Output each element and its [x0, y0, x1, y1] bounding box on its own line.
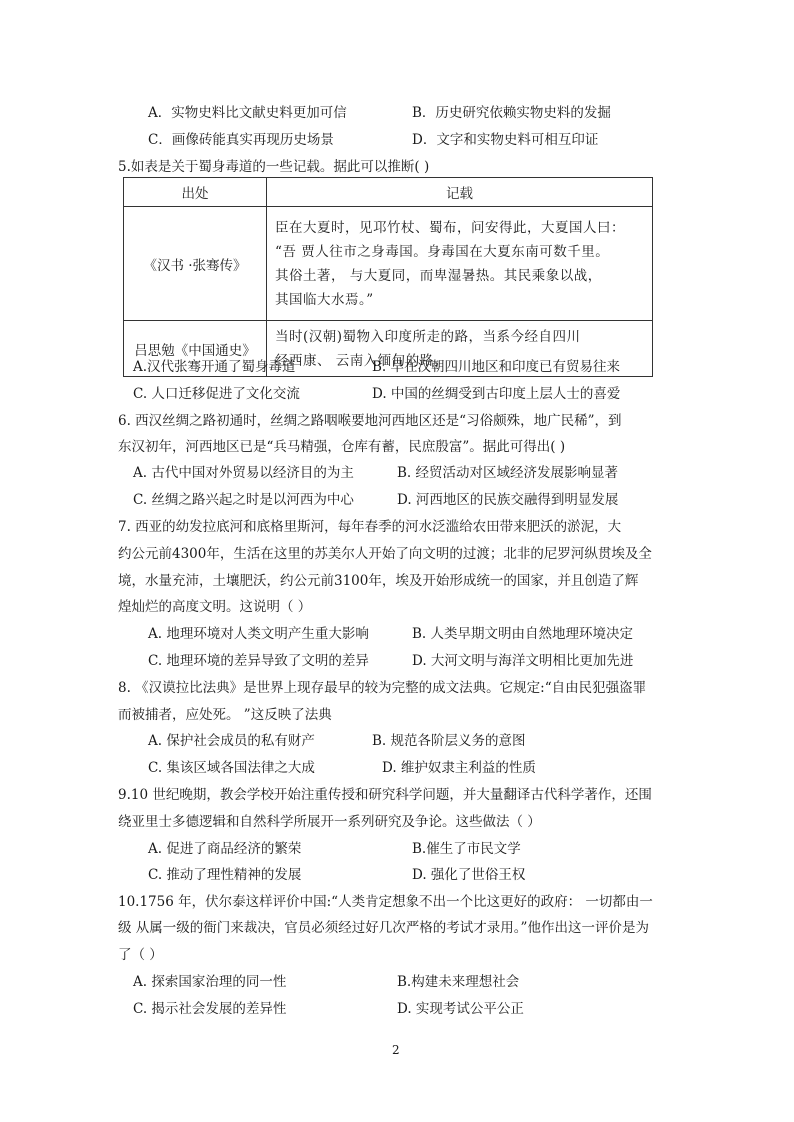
q10-option-a: A. 探索国家治理的同一性	[133, 974, 287, 990]
q10-stem-line-1: 10.1756 年，伏尔泰这样评价中国:“人类肯定想象不出一个比这更好的政府： 一切都由一	[118, 894, 653, 910]
q5-stem: 5.如表是关于蜀身毒道的一些记载。据此可以推断( )	[118, 159, 430, 175]
q8-option-a: A. 保护社会成员的私有财产	[148, 733, 315, 749]
table-header-row	[124, 178, 653, 207]
q6-option-a: A. 古代中国对外贸易以经济目的为主	[133, 465, 354, 481]
record-line: 经西康、 云南入缅甸的路。	[275, 352, 448, 369]
table-row	[124, 207, 653, 321]
q4-option-a: A．实物史料比文献史料更加可信	[148, 105, 347, 121]
q10-option-d: D. 实现考试公平公正	[397, 1001, 524, 1017]
q8-stem-line-1: 8. 《汉谟拉比法典》是世界上现存最早的较为完整的成文法典。它规定:“自由民犯强盗罪	[118, 680, 647, 696]
q9-option-d: D. 强化了世俗王权	[412, 867, 526, 883]
q7-option-c: C. 地理环境的差异导致了文明的差异	[148, 653, 369, 669]
q4-option-d: D．文字和实物史料可相互印证	[412, 132, 599, 148]
q10-option-b: B.构建未来理想社会	[397, 974, 520, 990]
table-cell-source: 《汉书 ·张骞传》	[124, 207, 267, 321]
table-cell-record	[267, 207, 653, 321]
q6-option-c: C. 丝绸之路兴起之时是以河西为中心	[133, 492, 354, 508]
q10-stem-line-2: 级 从属一级的衙门来裁决，官员必须经过好几次严格的考试才录用。”他作出这一评价是为	[118, 920, 649, 936]
q8-option-b: B. 规范各阶层义务的意图	[372, 733, 526, 749]
q10-stem-line-3: 了（ ）	[118, 947, 163, 963]
table-header-record: 记载	[267, 178, 653, 207]
q8-option-d: D. 维护奴隶主利益的性质	[382, 760, 536, 776]
record-line: 臣在大夏时，见邛竹杖、蜀布，问安得此，大夏国人曰：	[275, 219, 625, 236]
q7-option-a: A. 地理环境对人类文明产生重大影响	[148, 626, 369, 642]
q8-option-c: C. 集该区域各国法律之大成	[148, 760, 315, 776]
q7-stem-line-1: 7. 西亚的幼发拉底河和底格里斯河，每年春季的河水泛滥给农田带来肥沃的淤泥，大	[118, 519, 622, 535]
q10-option-c: C. 揭示社会发展的差异性	[133, 1001, 287, 1017]
q7-option-b: B. 人类早期文明由自然地理环境决定	[412, 626, 634, 642]
record-line: 其国临大水焉。”	[275, 291, 374, 308]
q8-stem-line-2: 而被捕者，应处死。 ”这反映了法典	[118, 707, 332, 723]
q5-option-c: C. 人口迁移促进了文化交流	[133, 386, 300, 402]
table-cell-source: 吕思勉《中国通史》	[124, 321, 267, 377]
q9-option-b: B.催生了市民文学	[412, 841, 521, 857]
q6-option-d: D. 河西地区的民族交融得到明显发展	[397, 492, 619, 508]
q7-stem-line-2: 约公元前4300年，生活在这里的苏美尔人开始了向文明的过渡；北非的尼罗河纵贯埃及全	[118, 546, 652, 562]
q5-record-table	[123, 177, 653, 377]
table-header-source: 出处	[124, 178, 267, 207]
q6-option-b: B. 经贸活动对区域经济发展影响显著	[397, 465, 619, 481]
q9-option-a: A. 促进了商品经济的繁荣	[148, 841, 302, 857]
q7-stem-line-4: 煌灿烂的高度文明。这说明（ ）	[118, 599, 312, 615]
record-line: 当时(汉朝)蜀物入印度所走的路，当系今经自四川	[275, 328, 581, 345]
q4-option-b: B．历史研究依赖实物史料的发掘	[412, 105, 611, 121]
q5-option-a: A.汉代张骞开通了蜀身毒道	[133, 359, 296, 375]
q5-option-d: D. 中国的丝绸受到古印度上层人士的喜爱	[372, 386, 621, 402]
q6-stem-line-1: 6. 西汉丝绸之路初通时，丝绸之路咽喉要地河西地区还是“习俗颇殊，地广民稀”，到	[118, 413, 622, 429]
page-number: 2	[392, 1043, 400, 1057]
q7-option-d: D. 大河文明与海洋文明相比更加先进	[412, 653, 634, 669]
q7-stem-line-3: 境，水量充沛，土壤肥沃，约公元前3100年，埃及开始形成统一的国家，并且创造了辉	[118, 573, 639, 589]
q4-option-c: C．画像砖能真实再现历史场景	[148, 132, 334, 148]
record-line: “吾 贾人往市之身毒国。身毒国在大夏东南可数千里。	[275, 243, 610, 260]
q5-option-b: B. 早在汉朝四川地区和印度已有贸易往来	[372, 359, 621, 375]
q9-stem-line-1: 9.10 世纪晚期，教会学校开始注重传授和研究科学问题，并大量翻译古代科学著作，还围	[118, 787, 652, 803]
q9-stem-line-2: 绕亚里士多德逻辑和自然科学所展开一系列研究及争论。这些做法（ ）	[118, 814, 541, 830]
q9-option-c: C. 推动了理性精神的发展	[148, 867, 302, 883]
record-line: 其俗土著， 与大夏同，而卑湿暑热。其民乘象以战，	[275, 267, 602, 284]
q6-stem-line-2: 东汉初年，河西地区已是“兵马精强，仓库有蓄，民庶殷富”。据此可得出( )	[118, 439, 566, 455]
